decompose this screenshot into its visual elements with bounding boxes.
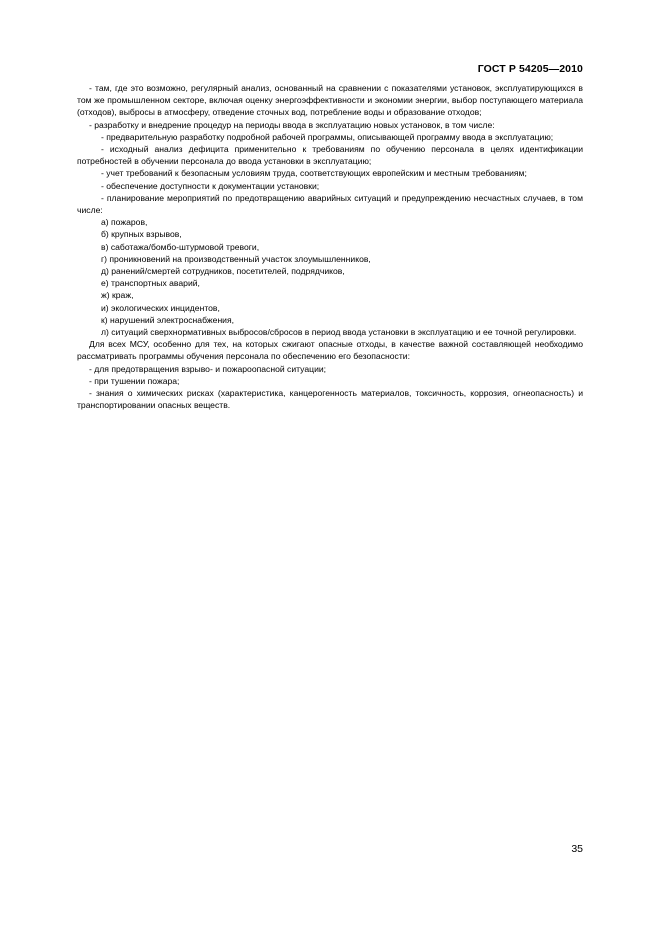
paragraph-chemical-risks: - знания о химических рисках (характеристика, канцерогенность материалов, токсичность, коррозия, огнеопасность) и транспортировании опасных веществ. xyxy=(77,388,583,411)
paragraph-documentation-access: - обеспечение доступности к документации установки; xyxy=(101,180,320,191)
paragraph-deficit-analysis: - исходный анализ дефицита применительно к требованиям по обучению персонала в целях идентификации потребностей в обучении персонала до ввода установки в эксплуатацию; xyxy=(77,144,583,167)
paragraph-safety-requirements: - учет требований к безопасным условиям труда, соответствующих европейским и местным требованиям; xyxy=(101,168,527,179)
list-item-intruders: г) проникновений на производственный участок злоумышленников, xyxy=(101,253,371,264)
document-body xyxy=(77,82,583,411)
list-item-environmental-incidents: и) экологических инцидентов, xyxy=(101,302,220,313)
paragraph-commissioning-procedures: - разработку и внедрение процедур на периоды ввода в эксплуатацию новых установок, в том числе: xyxy=(89,119,495,130)
list-item-theft: ж) краж, xyxy=(101,290,134,301)
list-item-explosions: б) крупных взрывов, xyxy=(101,229,182,240)
paragraph-fire-prevention: - для предотвращения взрыво- и пожароопасной ситуации; xyxy=(89,363,327,374)
list-item-fires: а) пожаров, xyxy=(101,217,148,228)
paragraph-msu-training: Для всех МСУ, особенно для тех, на которых сжигают опасные отходы, в качестве важной составляющей необходимо рассматривать программы обучения персонала по обеспечению его безопасности: xyxy=(77,339,583,362)
list-item-transport-accidents: е) транспортных аварий, xyxy=(101,278,200,289)
paragraph-accident-prevention: - планирование мероприятий по предотвращению аварийных ситуаций и предупреждению несчастных случаев, в том числе: xyxy=(77,192,583,216)
paragraph-firefighting: - при тушении пожара; xyxy=(89,375,180,386)
paragraph-work-program: - предварительную разработку подробной рабочей программы, описывающей программу ввода в эксплуатацию; xyxy=(101,131,554,142)
paragraph-regular-analysis: - там, где это возможно, регулярный анализ, основанный на сравнении с показателями установок, эксплуатирующихся в том же промышленном секторе, включая оценку энергоэффективности и экономии энергии, выбор поступающего материала (отходов), выбросы в атмосферу, отведение сточных вод, потребление воды и образование отходов; xyxy=(77,83,583,118)
list-item-excess-emissions: л) ситуаций сверхнормативных выбросов/сбросов в период ввода установки в эксплуатацию и ее точной регулировки. xyxy=(101,327,577,338)
list-item-sabotage: в) саботажа/бомбо-штурмовой тревоги, xyxy=(101,241,260,252)
list-item-power-failures: к) нарушений электроснабжения, xyxy=(101,314,235,325)
page-number: 35 xyxy=(571,843,583,855)
list-item-injuries: д) ранений/смертей сотрудников, посетителей, подрядчиков, xyxy=(101,266,345,277)
document-header: ГОСТ Р 54205—2010 xyxy=(477,63,583,75)
